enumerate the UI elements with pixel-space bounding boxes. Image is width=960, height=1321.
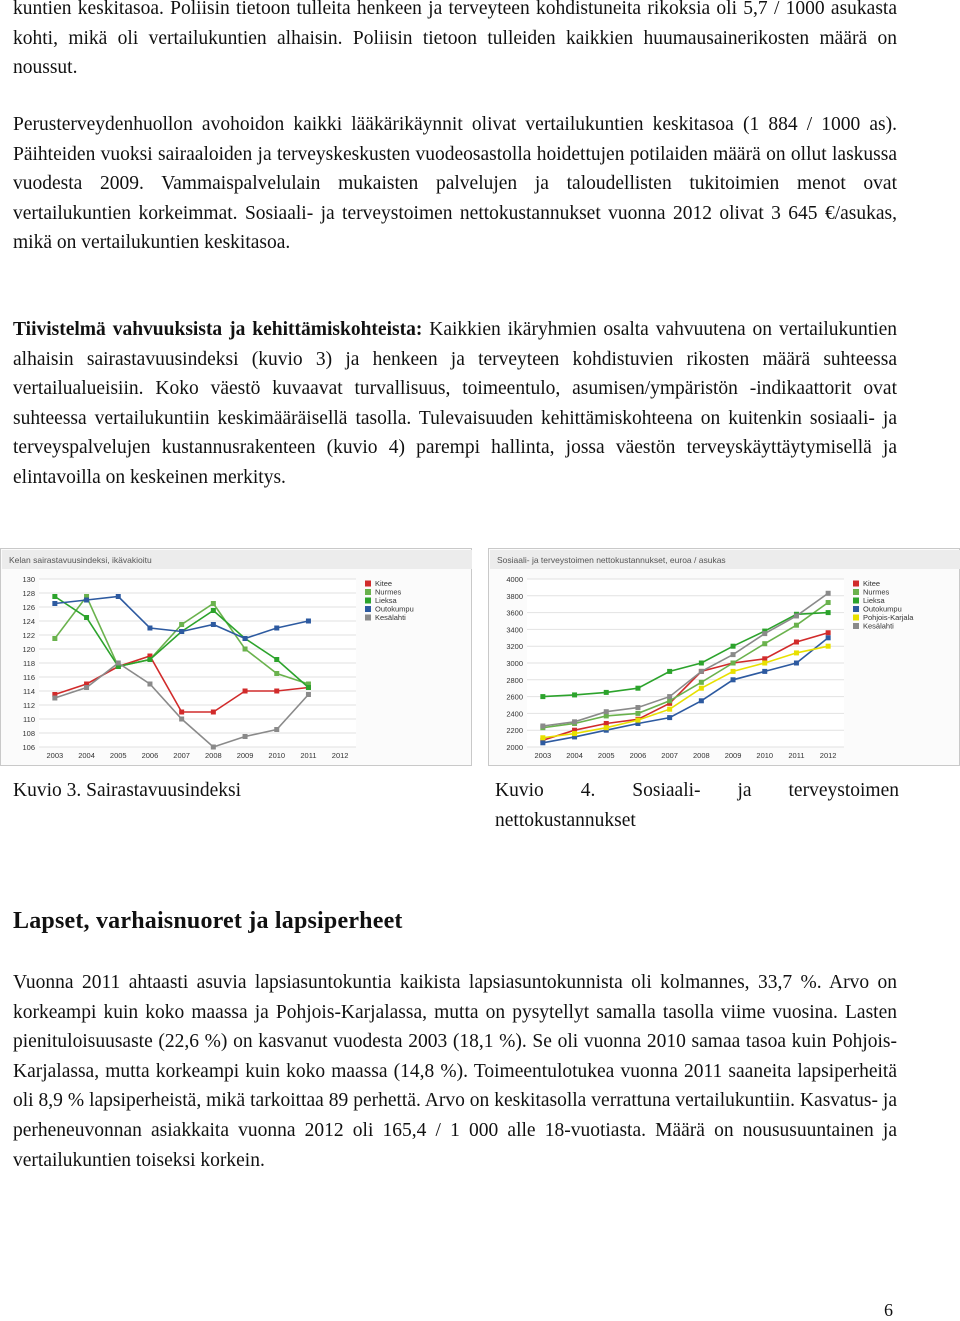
page-number: 6 — [884, 1300, 893, 1320]
data-point — [179, 717, 184, 722]
x-tick-label: 2009 — [724, 751, 742, 760]
data-point — [540, 735, 545, 740]
data-point — [604, 690, 609, 695]
data-point — [731, 644, 736, 649]
data-point — [826, 591, 831, 596]
y-tick-label: 2200 — [506, 726, 523, 736]
y-tick-label: 120 — [22, 645, 35, 654]
data-point — [52, 594, 57, 599]
legend-label: Pohjois-Karjala — [863, 613, 914, 622]
data-point — [826, 644, 831, 649]
summary-lead: Tiivistelmä vahvuuksista ja kehittämiskohteista: — [13, 319, 423, 340]
data-point — [762, 661, 767, 666]
y-tick-label: 2000 — [506, 743, 523, 752]
chart-net-costs — [488, 548, 960, 766]
data-point — [84, 598, 89, 603]
data-point — [572, 719, 577, 724]
data-point — [826, 610, 831, 615]
paragraph-summary — [13, 315, 897, 493]
y-tick-label: 118 — [23, 659, 35, 668]
data-point — [604, 725, 609, 730]
data-point — [179, 710, 184, 715]
y-tick-label: 122 — [22, 631, 35, 640]
data-point — [762, 631, 767, 636]
data-point — [794, 640, 799, 645]
legend-label: Nurmes — [375, 587, 402, 597]
paragraph-children-families: Vuonna 2011 ahtaasti asuvia lapsiasuntokuntia kaikista lapsiasuntokunnista oli kolmannes, 33,7 %. Arvo on korkeampi kuin koko maassa ja Pohjois-Karjalassa, mutta on pysytellyt samalla tasolla viime vuosina. Lasten pienituloisuusaste (22,6 %) on kasvanut vuodesta 2003 (18,1 %). Se oli vuonna 2010 samaa tasoa kuin Pohjois-Karjalassa, mutta korkeampi kuin koko maassa (14,8 %). Toimeentulotukea vuonna 2011 saaneita lapsiperheitä oli 8,9 % lapsiperheistä, mikä tarkoittaa 89 perhettä. Arvo on keskitasolla verrattuna vertailukuntiin. Kasvatus- ja perheneuvonnan asiakkaita vuonna 2012 oli 165,4 / 1 000 alle 18-vuotiasta. Määrä on noususuuntainen ja vertailukuntien toiseksi korkein. — [13, 972, 897, 1171]
data-point — [699, 669, 704, 674]
data-point — [699, 661, 704, 666]
y-tick-label: 124 — [22, 617, 35, 626]
data-point — [731, 661, 736, 666]
y-tick-label: 108 — [22, 729, 35, 738]
data-point — [116, 594, 121, 599]
data-point — [84, 615, 89, 620]
legend-label: Kitee — [375, 579, 393, 588]
data-point — [667, 669, 672, 674]
data-point — [306, 692, 311, 697]
legend-label: Lieksa — [375, 596, 397, 605]
chart-title: Kelan sairastavuusindeksi, ikävakioitu — [9, 555, 152, 565]
data-point — [604, 709, 609, 714]
x-tick-label: 2012 — [819, 751, 837, 760]
legend-label: Kesälahti — [375, 613, 406, 622]
data-point — [572, 692, 577, 697]
data-point — [243, 734, 248, 739]
data-point — [540, 724, 545, 729]
x-tick-label: 2005 — [597, 751, 615, 760]
data-point — [52, 601, 57, 606]
data-point — [794, 613, 799, 618]
data-point — [243, 647, 248, 652]
x-tick-label: 2008 — [693, 751, 710, 760]
data-point — [540, 740, 545, 745]
y-tick-label: 3600 — [506, 608, 523, 618]
data-point — [306, 619, 311, 624]
legend-label: Lieksa — [863, 596, 885, 605]
data-point — [699, 686, 704, 691]
data-point — [667, 715, 672, 720]
data-point — [635, 711, 640, 716]
data-point — [731, 652, 736, 657]
data-point — [147, 682, 152, 687]
legend-swatch — [365, 606, 371, 612]
data-point — [274, 657, 279, 662]
legend-swatch — [365, 615, 371, 621]
x-tick-label: 2011 — [300, 751, 317, 760]
chart-morbidity-index — [0, 548, 472, 766]
legend-label: Kesälahti — [863, 621, 894, 631]
x-tick-label: 2005 — [109, 751, 127, 760]
data-point — [794, 650, 799, 655]
y-tick-label: 126 — [22, 603, 35, 612]
data-point — [116, 661, 121, 666]
y-tick-label: 112 — [23, 701, 35, 710]
x-tick-label: 2010 — [756, 751, 774, 760]
x-tick-label: 2003 — [46, 751, 64, 760]
data-point — [306, 685, 311, 690]
y-tick-label: 3200 — [506, 642, 523, 652]
y-tick-label: 106 — [22, 743, 35, 752]
y-tick-label: 110 — [23, 715, 35, 724]
data-point — [826, 630, 831, 635]
summary-body: Kaikkien ikäryhmien osalta vahvuutena on vertailukuntien alhaisin sairastavuusindeksi (kuvio 3) ja henkeen ja terveyteen kohdistuvien rikosten määrä suhteessa vertailualueisiin. Koko väestö kuvaavat turvallisuus, toimeentulo, asumisen/ympäristön -indikaattorit ovat suhteessa vertailukuntiin keskimääräisellä tasolla. Tulevaisuuden kehittämiskohteena on kuitenkin sosiaali- ja terveyspalvelujen kustannusrakenteen (kuvio 4) parempi hallinta, jossa väestön terveyskäyttäytymisellä ja elintavoilla on keskeinen merkitys. — [13, 319, 898, 488]
data-point — [211, 745, 216, 750]
data-point — [794, 623, 799, 628]
data-point — [243, 689, 248, 694]
x-tick-label: 2004 — [566, 751, 583, 760]
data-point — [699, 680, 704, 685]
x-tick-label: 2007 — [173, 751, 190, 760]
x-tick-label: 2004 — [78, 751, 95, 760]
x-tick-label: 2009 — [236, 751, 254, 760]
legend-swatch — [853, 589, 859, 595]
data-point — [667, 694, 672, 699]
y-tick-label: 2600 — [506, 692, 523, 702]
chart-morbidity-svg — [1, 549, 473, 767]
y-tick-label: 130 — [22, 575, 35, 584]
y-tick-label: 4000 — [506, 575, 523, 584]
data-point — [667, 707, 672, 712]
data-point — [179, 629, 184, 634]
data-point — [274, 689, 279, 694]
data-point — [211, 601, 216, 606]
x-tick-label: 2003 — [534, 751, 552, 760]
data-point — [211, 710, 216, 715]
legend-label: Outokumpu — [375, 604, 414, 614]
x-tick-label: 2008 — [205, 751, 222, 760]
data-point — [731, 669, 736, 674]
x-tick-label: 2006 — [629, 751, 647, 760]
data-point — [826, 600, 831, 605]
x-tick-label: 2007 — [661, 751, 678, 760]
legend-swatch — [853, 598, 859, 604]
caption-figure-4: Kuvio 4. Sosiaali- ja terveystoimen nettokustannukset — [495, 780, 899, 831]
y-tick-label: 3400 — [506, 625, 523, 635]
legend-swatch — [853, 623, 859, 629]
data-point — [274, 626, 279, 631]
data-point — [540, 694, 545, 699]
data-point — [211, 608, 216, 613]
data-point — [826, 635, 831, 640]
y-tick-label: 3800 — [506, 591, 523, 601]
x-tick-label: 2012 — [331, 751, 349, 760]
y-tick-label: 116 — [23, 673, 35, 682]
paragraph-health-services: Perusterveydenhuollon avohoidon kaikki lääkärikäynnit olivat vertailukuntien keskitasoa (1 884 / 1000 as). Päihteiden vuoksi sairaaloiden ja terveyskeskusten vuodeosastolla hoidettujen potilaiden määrä on ollut laskussa vuodesta 2009. Vammaispalvelulain mukaisten palvelujen ja taloudellisten tukitoimien menot ovat vertailukuntien korkeimmat. Sosiaali- ja terveystoimen nettokustannukset vuonna 2012 olivat 3 645 €/asukas, mikä on vertailukuntien keskitasoa. — [13, 114, 897, 254]
y-tick-label: 128 — [22, 589, 35, 598]
data-point — [274, 727, 279, 732]
x-tick-label: 2006 — [141, 751, 159, 760]
data-point — [699, 698, 704, 703]
y-tick-label: 3000 — [506, 659, 523, 668]
legend-swatch — [853, 581, 859, 587]
data-point — [794, 661, 799, 666]
caption-figure-3: Kuvio 3. Sairastavuusindeksi — [13, 780, 242, 801]
x-tick-label: 2010 — [268, 751, 286, 760]
legend-label: Outokumpu — [863, 604, 902, 614]
data-point — [731, 677, 736, 682]
data-point — [762, 669, 767, 674]
legend-swatch — [853, 606, 859, 612]
legend-swatch — [365, 598, 371, 604]
data-point — [274, 671, 279, 676]
legend-swatch — [853, 615, 859, 621]
legend-swatch — [365, 581, 371, 587]
legend-label: Kitee — [863, 579, 881, 588]
data-point — [179, 622, 184, 627]
data-point — [147, 626, 152, 631]
y-tick-label: 2400 — [506, 709, 523, 719]
data-point — [762, 641, 767, 646]
data-point — [635, 718, 640, 723]
chart-title: Sosiaali- ja terveystoimen nettokustannukset, euroa / asukas — [497, 555, 726, 565]
chart-net-costs-svg — [489, 549, 960, 767]
data-point — [211, 622, 216, 627]
data-point — [52, 636, 57, 641]
data-point — [635, 705, 640, 710]
data-point — [572, 731, 577, 736]
data-point — [147, 657, 152, 662]
y-tick-label: 2800 — [506, 675, 523, 685]
data-point — [52, 696, 57, 701]
paragraph-crime-stats: kuntien keskitasoa. Poliisin tietoon tulleita henkeen ja terveyteen kohdistuneita rikoksia oli 5,7 / 1000 asukasta kohti, mikä oli vertailukuntien alhaisin. Poliisin tietoon tulleiden kaikkien huumausainerikosten määrä on noussut. — [13, 0, 897, 79]
legend-label: Nurmes — [863, 587, 890, 597]
data-point — [243, 636, 248, 641]
y-tick-label: 114 — [23, 687, 35, 696]
x-tick-label: 2011 — [788, 751, 805, 760]
section-heading: Lapset, varhaisnuoret ja lapsiperheet — [13, 908, 403, 934]
data-point — [84, 685, 89, 690]
data-point — [635, 686, 640, 691]
legend-swatch — [365, 589, 371, 595]
